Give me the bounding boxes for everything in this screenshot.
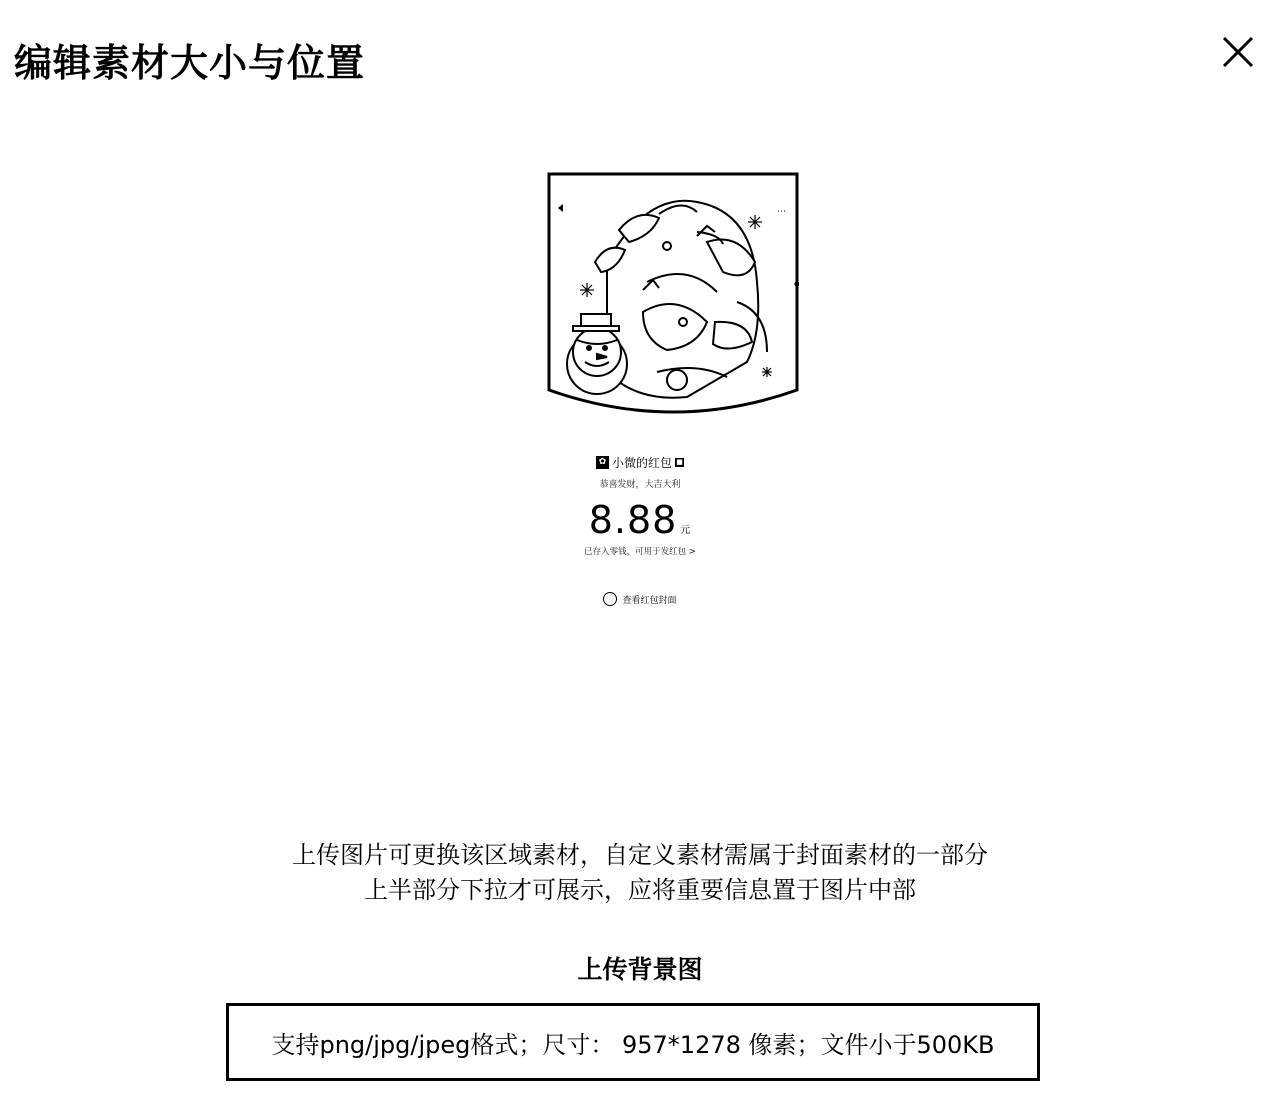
instruction-line-1: 上传图片可更换该区域素材，自定义素材需属于封面素材的一部分 bbox=[292, 841, 988, 869]
close-icon bbox=[1218, 32, 1258, 72]
close-button[interactable] bbox=[1218, 32, 1258, 72]
amount-display bbox=[0, 498, 1280, 542]
cover-illustration bbox=[547, 172, 799, 432]
dialog-title: 编辑素材大小与位置 bbox=[14, 41, 366, 85]
cover-preview[interactable] bbox=[547, 172, 799, 432]
cover-link-label: 查看红包封面 bbox=[622, 595, 677, 606]
upload-dropzone[interactable] bbox=[226, 1003, 1040, 1081]
upload-background-button[interactable]: 上传背景图 bbox=[577, 955, 703, 984]
wish-text: 恭喜发财，大吉大利 bbox=[599, 480, 681, 490]
sender-avatar-icon: ✿ bbox=[596, 456, 609, 469]
sender-tag-icon: ■ bbox=[676, 458, 683, 466]
upload-requirements: 支持png/jpg/jpeg格式；尺寸： 957*1278 像素；文件小于500KB bbox=[271, 1030, 995, 1059]
instruction-line-2: 上半部分下拉才可展示，应将重要信息置于图片中部 bbox=[364, 876, 916, 904]
cover-link[interactable] bbox=[0, 592, 1280, 606]
svg-text:⋯: ⋯ bbox=[777, 207, 786, 217]
amount-value: 8.88 bbox=[588, 498, 678, 542]
deposit-note: 已存入零钱，可用于发红包 > bbox=[584, 547, 696, 557]
sender-row bbox=[0, 454, 1280, 471]
sender-label: 小微的红包 bbox=[611, 456, 672, 470]
amount-unit: 元 bbox=[680, 525, 692, 536]
smile-icon bbox=[603, 592, 617, 606]
